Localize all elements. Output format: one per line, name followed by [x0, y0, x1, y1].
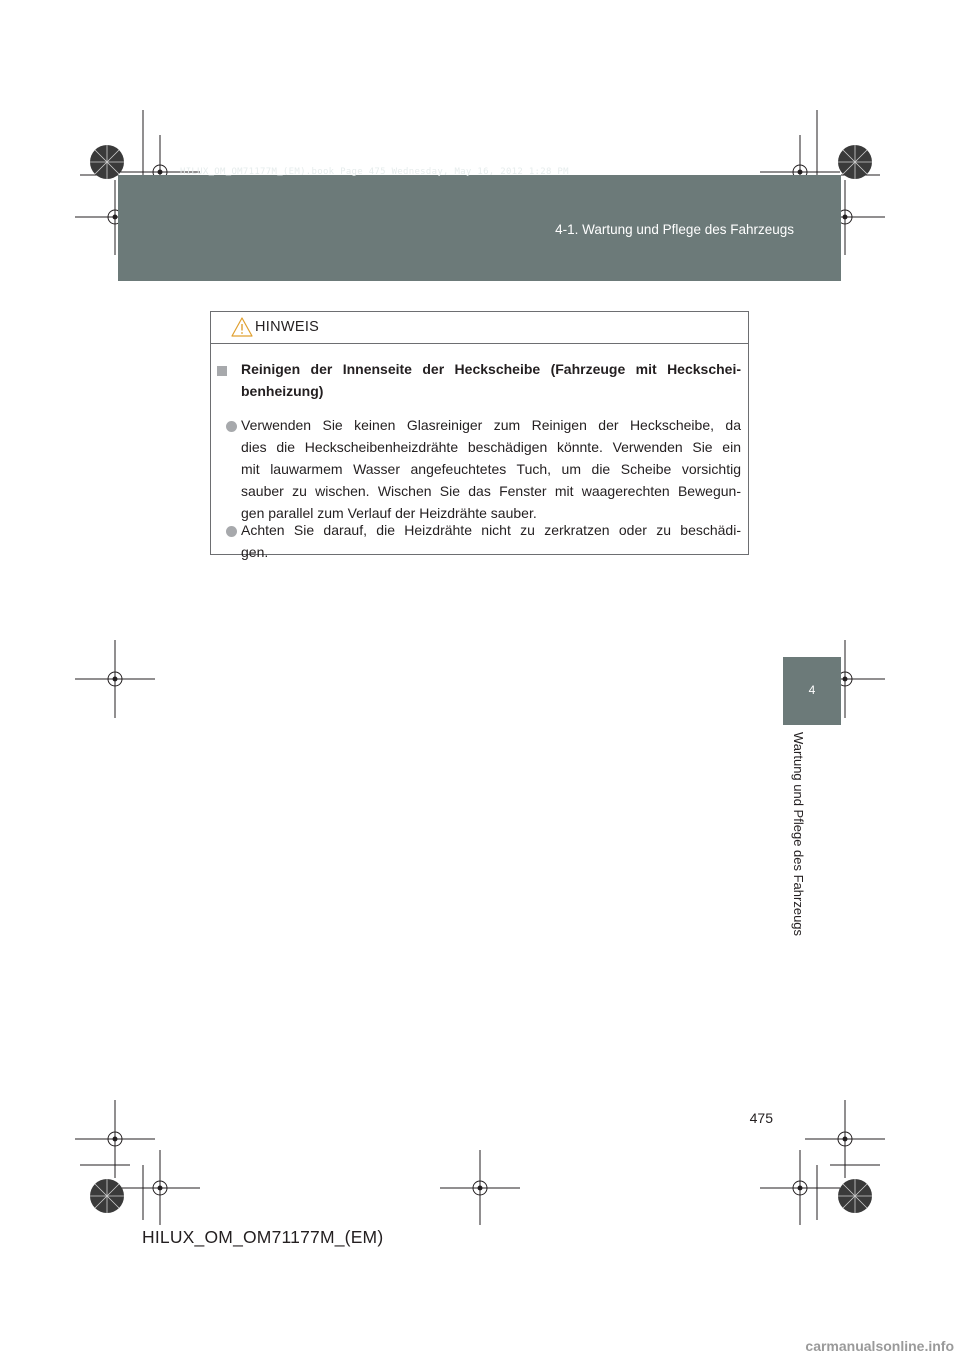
item-line: mit lauwarmem Wasser angefeuchtetes Tuch, um die Scheibe vorsichtig [241, 461, 741, 477]
notice-box [210, 311, 749, 560]
chapter-number: 4 [808, 683, 816, 697]
item-line: dies die Heckscheibenheizdrähte beschädigen könnte. Verwenden Sie ein [241, 439, 741, 455]
item-line: gen parallel zum Verlauf der Heizdrähte sauber. [241, 505, 537, 521]
notice-topic [241, 358, 741, 402]
notice-header [211, 312, 748, 344]
notice-item [241, 414, 741, 524]
document-code: HILUX_OM_OM71177M_(EM) [142, 1227, 384, 1247]
item-line: Achten Sie darauf, die Heizdrähte nicht zu zerkratzen oder zu beschädi- [241, 522, 741, 538]
topic-line: benheizung) [241, 383, 324, 399]
notice-title: HINWEIS [255, 319, 320, 335]
chapter-tab [783, 657, 841, 725]
page-number: 475 [749, 1110, 773, 1126]
round-bullet-icon [226, 421, 237, 432]
item-line: Verwenden Sie keinen Glasreiniger zum Reinigen der Heckscheibe, da [241, 417, 741, 433]
item-line: sauber zu wischen. Wischen Sie das Fenster mit waagerechten Bewegun- [241, 483, 741, 499]
book-meta-line: HILUX_OM_OM71177M_(EM).book Page 475 Wednesday, May 16, 2012 1:28 PM [180, 167, 569, 177]
watermark: carmanualsonline.info [805, 1338, 954, 1354]
section-title: 4-1. Wartung und Pflege des Fahrzeugs [555, 222, 794, 237]
item-line: gen. [241, 544, 269, 560]
notice-item [241, 519, 741, 563]
chapter-side-title: Wartung und Pflege des Fahrzeugs [791, 732, 806, 937]
warning-triangle-icon [231, 317, 253, 337]
round-bullet-icon [226, 526, 237, 537]
square-bullet-icon [217, 366, 227, 376]
topic-line: Reinigen der Innenseite der Heckscheibe (Fahrzeuge mit Heckschei- [241, 361, 741, 377]
